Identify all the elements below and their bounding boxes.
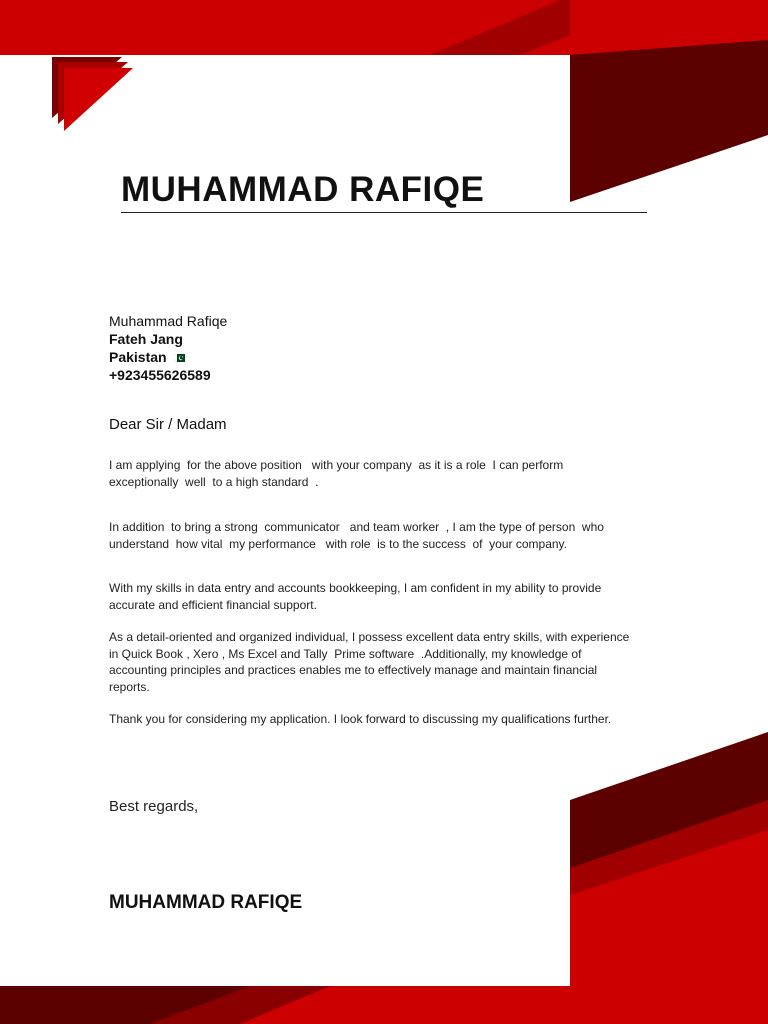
page-title: MUHAMMAD RAFIQE: [121, 170, 485, 209]
letter-paragraph: As a detail-oriented and organized individual, I possess excellent data entry skills, with experience in Quick Book , Xero , Ms Excel and Tally Prime software .Additionally, my knowledge of accounting principles and practices enables me to effectively manage and maintain financial reports.: [109, 630, 630, 694]
title-underline: [121, 212, 647, 213]
signature: MUHAMMAD RAFIQE: [109, 892, 303, 913]
sender-country-line: [109, 348, 227, 366]
sender-phone: +923455626589: [109, 367, 211, 383]
sender-name: Muhammad Rafiqe: [109, 313, 228, 329]
sender-city: Fateh Jang: [109, 331, 183, 347]
letter-paragraph: With my skills in data entry and accounts bookkeeping, I am confident in my ability to provide accurate and efficient financial support.: [109, 581, 602, 612]
greeting: Dear Sir / Madam: [109, 416, 227, 433]
letter-paragraph: I am applying for the above position with your company as it is a role I can perform exceptionally well to a high standard .: [109, 458, 564, 489]
letter-paragraph: In addition to bring a strong communicator and team worker , I am the type of person who understand how vital my performance with role is to the success of your company.: [109, 520, 604, 551]
closing: Best regards,: [109, 798, 199, 815]
corner-triangle-front: [64, 68, 133, 131]
pakistan-flag-icon: [174, 354, 185, 362]
letter-paragraph: Thank you for considering my application. I look forward to discussing my qualifications further.: [109, 712, 612, 726]
sender-country: Pakistan: [109, 349, 167, 365]
sender-address: [109, 312, 227, 384]
